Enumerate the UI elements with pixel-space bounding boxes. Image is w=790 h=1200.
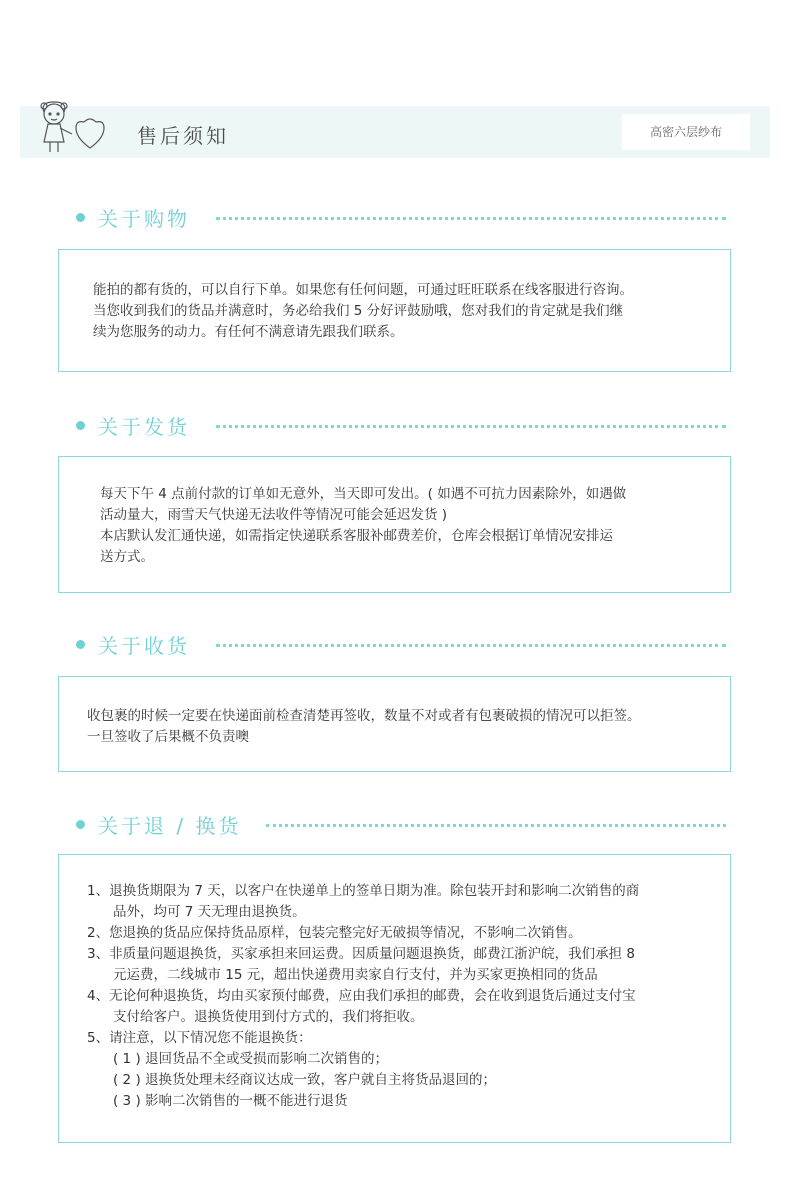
section-heading-shopping	[76, 203, 726, 233]
header-banner	[20, 106, 770, 158]
list-item: 1、退换货期限为 7 天，以客户在快递单上的签单日期为准。除包装开封和影响二次销售的商	[87, 883, 640, 899]
dotted-divider	[216, 644, 726, 647]
paragraph-line: 送方式。	[100, 549, 154, 565]
list-item-continuation: 品外，均可 7 天无理由退换货。	[113, 904, 306, 920]
sub-list-item: ( 2 ) 退换货处理未经商议达成一致，客户就自主将货品退回的；	[113, 1072, 496, 1088]
bullet-dot-icon	[76, 213, 85, 222]
sub-list-item: ( 3 ) 影响二次销售的一概不能进行退货	[113, 1093, 348, 1109]
section-title: 关于退 / 换货	[98, 814, 242, 838]
paragraph-line: 续为您服务的动力。有任何不满意请先跟我们联系。	[93, 324, 404, 340]
section-box-receiving	[58, 676, 731, 772]
paragraph-line: 本店默认发汇通快递，如需指定快递联系客服补邮费差价，仓库会根据订单情况安排运	[100, 528, 613, 544]
page-title: 售后须知	[137, 124, 229, 148]
paragraph-line: 收包裹的时候一定要在快递面前检查清楚再签收，数量不对或者有包裹破损的情况可以拒签。	[87, 708, 641, 724]
bullet-dot-icon	[76, 820, 85, 829]
dotted-divider	[266, 824, 726, 827]
bullet-dot-icon	[76, 640, 85, 649]
list-item: 5、请注意，以下情况您不能退换货：	[87, 1030, 312, 1046]
dotted-divider	[216, 425, 726, 428]
section-title: 关于收货	[98, 634, 190, 658]
bullet-dot-icon	[76, 421, 85, 430]
section-heading-returns	[76, 810, 726, 840]
paragraph-line: 当您收到我们的货品并满意时，务必给我们 5 分好评鼓励哦，您对我们的肯定就是我们继	[93, 303, 624, 319]
dotted-divider	[216, 217, 726, 220]
paragraph-line: 活动量大，雨雪天气快递无法收件等情况可能会延迟发货 )	[100, 507, 448, 523]
section-heading-shipping	[76, 411, 726, 441]
section-title: 关于发货	[98, 415, 190, 439]
section-heading-receiving	[76, 630, 726, 660]
list-item: 3、非质量问题退换货，买家承担来回运费。因质量问题退换货，邮费江浙沪皖，我们承担 8	[87, 946, 635, 962]
list-item: 2、您退换的货品应保持货品原样，包装完整完好无破损等情况，不影响二次销售。	[87, 925, 582, 941]
list-item-continuation: 元运费，二线城市 15 元，超出快递费用卖家自行支付，并为买家更换相同的货品	[113, 967, 598, 983]
section-box-returns	[58, 854, 731, 1143]
section-box-shipping	[58, 456, 731, 593]
list-item: 4、无论何种退换货，均由买家预付邮费，应由我们承担的邮费，会在收到退货后通过支付宝	[87, 988, 636, 1004]
list-item-continuation: 支付给客户。退换货使用到付方式的，我们将拒收。	[113, 1009, 424, 1025]
girl-with-heart-icon	[32, 98, 112, 160]
paragraph-line: 一旦签收了后果概不负责噢	[87, 729, 249, 745]
sub-list-item: ( 1 ) 退回货品不全或受损而影响二次销售的；	[113, 1051, 388, 1067]
section-title: 关于购物	[98, 207, 190, 231]
paragraph-line: 每天下午 4 点前付款的订单如无意外，当天即可发出。( 如遇不可抗力因素除外，如遇做	[100, 486, 627, 502]
paragraph-line: 能拍的都有货的，可以自行下单。如果您有任何问题，可通过旺旺联系在线客服进行咨询。	[93, 282, 633, 298]
section-box-shopping	[58, 249, 731, 372]
product-tag: 高密六层纱布	[622, 114, 750, 150]
